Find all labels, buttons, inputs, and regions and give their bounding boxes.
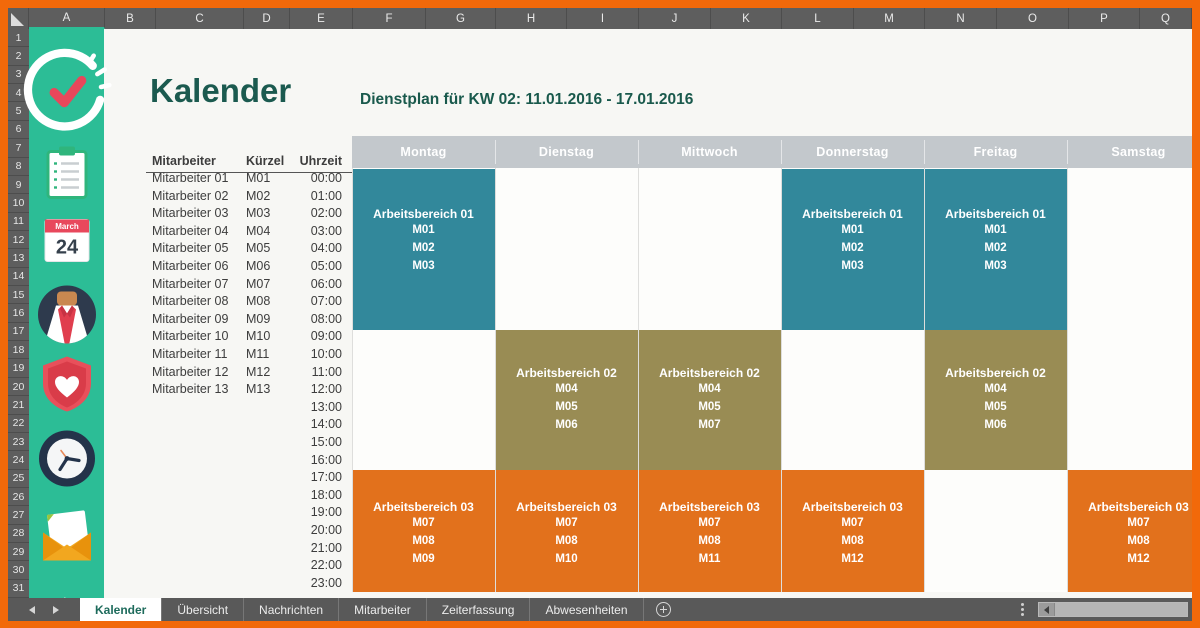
column-header-G[interactable]: G xyxy=(426,8,496,29)
employee-name: Mitarbeiter 01 xyxy=(152,171,229,185)
shift-member: M02 xyxy=(841,242,864,254)
shift-member: M04 xyxy=(984,383,1007,395)
header-mitarbeiter: Mitarbeiter xyxy=(152,154,216,168)
time-label: 15:00 xyxy=(310,435,342,449)
column-header-P[interactable]: P xyxy=(1069,8,1140,29)
sheet-tab-abwesenheiten[interactable]: Abwesenheiten xyxy=(529,598,643,621)
time-label: 01:00 xyxy=(310,188,342,203)
employee-code: M07 xyxy=(246,276,271,291)
tab-overflow-dots-icon[interactable] xyxy=(1021,608,1024,611)
header-separator xyxy=(638,140,639,164)
sidebar-column-a xyxy=(29,29,104,598)
time-label: 17:00 xyxy=(310,470,342,485)
header-separator xyxy=(781,140,782,164)
row-header-10[interactable]: 10 xyxy=(8,194,29,212)
clipboard-icon xyxy=(42,146,92,207)
shift-member: M07 xyxy=(698,517,721,529)
time-label: 22:00 xyxy=(310,558,342,573)
shift-block-samstag[interactable] xyxy=(1068,470,1193,592)
column-header-E[interactable]: E xyxy=(290,8,353,29)
row-header-31[interactable]: 31 xyxy=(8,580,29,598)
row-header-26[interactable]: 26 xyxy=(8,488,29,506)
shift-block-title: Arbeitsbereich 02 xyxy=(945,366,1046,380)
time-label: 09:00 xyxy=(310,329,342,344)
column-header-M[interactable]: M xyxy=(854,8,925,29)
shift-block-dienstag[interactable] xyxy=(496,330,638,470)
table-row[interactable] xyxy=(144,312,354,329)
worksheet xyxy=(8,8,1192,621)
shift-member: M05 xyxy=(984,401,1007,413)
time-label: 00:00 xyxy=(310,171,342,185)
row-header-12[interactable]: 12 xyxy=(8,231,29,249)
row-header-9[interactable]: 9 xyxy=(8,176,29,194)
column-header-L[interactable]: L xyxy=(782,8,854,29)
shift-block-title: Arbeitsbereich 02 xyxy=(516,366,617,380)
time-label: 07:00 xyxy=(310,294,342,309)
employee-table-header xyxy=(144,154,354,171)
employee-name: Mitarbeiter 03 xyxy=(152,206,229,221)
shift-block-title: Arbeitsbereich 03 xyxy=(373,500,474,514)
employee-name: Mitarbeiter 07 xyxy=(152,276,229,291)
column-header-K[interactable]: K xyxy=(711,8,782,29)
time-label: 23:00 xyxy=(310,575,342,590)
shift-block-title: Arbeitsbereich 03 xyxy=(802,500,903,514)
page-title: Kalender xyxy=(150,72,292,109)
employee-name: Mitarbeiter 11 xyxy=(152,347,228,361)
header-separator xyxy=(495,140,496,164)
employee-table xyxy=(144,8,354,608)
sheet-tab-mitarbeiter[interactable]: Mitarbeiter xyxy=(338,598,426,621)
sheet-tab-zeiterfassung[interactable]: Zeiterfassung xyxy=(426,598,530,621)
shift-member: M04 xyxy=(698,383,721,395)
row-header-15[interactable]: 15 xyxy=(8,286,29,304)
shift-member: M08 xyxy=(1127,535,1150,547)
shift-member: M07 xyxy=(841,517,864,529)
employee-name: Mitarbeiter 02 xyxy=(152,188,229,203)
shift-member: M09 xyxy=(412,553,435,565)
row-header-17[interactable]: 17 xyxy=(8,323,29,341)
row-header-8[interactable]: 8 xyxy=(8,158,29,176)
shift-block-montag[interactable] xyxy=(353,169,495,330)
table-row[interactable] xyxy=(144,224,354,241)
table-row[interactable] xyxy=(144,523,354,540)
row-header-19[interactable]: 19 xyxy=(8,359,29,377)
envelope-icon xyxy=(38,509,96,570)
header-uhrzeit: Uhrzeit xyxy=(299,154,342,168)
shift-block-donnerstag[interactable] xyxy=(782,470,924,592)
shift-member: M08 xyxy=(841,535,864,547)
table-row[interactable] xyxy=(144,259,354,276)
time-label: 12:00 xyxy=(310,382,342,397)
table-row[interactable] xyxy=(144,294,354,311)
shift-block-freitag[interactable] xyxy=(925,330,1067,470)
shift-member: M06 xyxy=(555,419,578,431)
row-header-22[interactable]: 22 xyxy=(8,415,29,433)
shift-block-title: Arbeitsbereich 03 xyxy=(516,500,617,514)
header-separator xyxy=(1067,140,1068,164)
shift-block-mittwoch[interactable] xyxy=(639,330,781,470)
shift-member: M02 xyxy=(984,242,1007,254)
time-label: 20:00 xyxy=(310,523,342,537)
table-row[interactable] xyxy=(144,347,354,364)
table-row[interactable] xyxy=(144,541,354,558)
employee-code: M04 xyxy=(246,223,271,238)
day-header-mittwoch: Mittwoch xyxy=(681,145,738,159)
time-label: 21:00 xyxy=(310,540,342,555)
day-header-montag: Montag xyxy=(400,145,447,159)
employee-name: Mitarbeiter 10 xyxy=(152,329,229,344)
shift-member: M07 xyxy=(698,419,721,431)
table-row[interactable] xyxy=(144,453,354,470)
column-header-A[interactable]: A xyxy=(29,8,105,29)
svg-text:March: March xyxy=(54,222,79,231)
shift-block-title: Arbeitsbereich 01 xyxy=(945,207,1046,221)
row-header-29[interactable]: 29 xyxy=(8,543,29,561)
table-row[interactable] xyxy=(144,470,354,487)
shift-member: M03 xyxy=(412,260,435,272)
row-header-27[interactable]: 27 xyxy=(8,506,29,524)
day-header-samstag: Samstag xyxy=(1111,145,1166,159)
table-row[interactable] xyxy=(144,277,354,294)
day-header-freitag: Freitag xyxy=(973,145,1018,159)
shift-member: M07 xyxy=(1127,517,1150,529)
employee-code: M08 xyxy=(246,294,271,309)
employee-avatar-icon xyxy=(36,284,98,351)
employee-name: Mitarbeiter 05 xyxy=(152,241,229,256)
employee-code: M09 xyxy=(246,311,271,326)
shield-heart-icon xyxy=(39,354,95,419)
row-header-14[interactable]: 14 xyxy=(8,268,29,286)
row-header-5[interactable]: 5 xyxy=(8,102,29,120)
table-row[interactable] xyxy=(144,189,354,206)
table-row[interactable] xyxy=(144,382,354,399)
column-header-B[interactable]: B xyxy=(105,8,156,29)
shift-member: M06 xyxy=(984,419,1007,431)
row-header-30[interactable]: 30 xyxy=(8,561,29,579)
row-header-25[interactable]: 25 xyxy=(8,470,29,488)
row-header-20[interactable]: 20 xyxy=(8,378,29,396)
shift-member: M12 xyxy=(841,553,864,565)
shift-block-donnerstag[interactable] xyxy=(782,169,924,330)
table-row[interactable] xyxy=(144,365,354,382)
shift-member: M03 xyxy=(841,260,864,272)
employee-code: M05 xyxy=(246,241,271,256)
shift-block-dienstag[interactable] xyxy=(496,470,638,592)
sheet-tab-nachrichten[interactable]: Nachrichten xyxy=(243,598,338,621)
page-subtitle: Dienstplan für KW 02: 11.01.2016 - 17.01.2016 xyxy=(360,91,694,108)
prev-sheet-arrow-icon[interactable] xyxy=(29,606,35,614)
row-header-16[interactable]: 16 xyxy=(8,304,29,322)
calendar-icon xyxy=(40,216,94,271)
employee-name: Mitarbeiter 12 xyxy=(152,364,229,379)
row-header-21[interactable]: 21 xyxy=(8,396,29,414)
employee-code: M10 xyxy=(246,329,271,344)
shift-member: M04 xyxy=(555,383,578,395)
sheet-nav xyxy=(8,598,80,621)
row-header-28[interactable]: 28 xyxy=(8,525,29,543)
app-logo-timer-icon xyxy=(21,47,113,144)
header-separator xyxy=(924,140,925,164)
time-label: 10:00 xyxy=(310,347,342,361)
shift-member: M02 xyxy=(412,242,435,254)
shift-block-title: Arbeitsbereich 03 xyxy=(1088,500,1189,514)
row-header-23[interactable]: 23 xyxy=(8,433,29,451)
table-row[interactable] xyxy=(144,241,354,258)
shift-member: M08 xyxy=(698,535,721,547)
employee-name: Mitarbeiter 06 xyxy=(152,259,229,273)
employee-code: M02 xyxy=(246,188,271,203)
shift-member: M12 xyxy=(1127,553,1150,565)
time-label: 08:00 xyxy=(310,311,342,326)
shift-member: M11 xyxy=(698,553,721,565)
select-all-corner[interactable] xyxy=(8,8,29,29)
time-label: 19:00 xyxy=(310,505,342,520)
table-row[interactable] xyxy=(144,558,354,575)
row-header-11[interactable]: 11 xyxy=(8,213,29,231)
column-header-O[interactable]: O xyxy=(997,8,1069,29)
time-label: 14:00 xyxy=(310,417,342,432)
sheet-tab-übersicht[interactable]: Übersicht xyxy=(161,598,243,621)
add-sheet-button[interactable] xyxy=(644,598,684,621)
time-label: 16:00 xyxy=(310,452,342,467)
day-header-dienstag: Dienstag xyxy=(538,145,595,159)
shift-block-mittwoch[interactable] xyxy=(639,470,781,592)
column-header-N[interactable]: N xyxy=(925,8,997,29)
shift-member: M01 xyxy=(412,224,435,236)
time-label: 18:00 xyxy=(310,487,342,502)
table-row[interactable] xyxy=(144,505,354,522)
svg-text:24: 24 xyxy=(55,236,78,259)
sheet-tab-bar xyxy=(8,598,1192,621)
row-header-1[interactable]: 1 xyxy=(8,29,29,47)
shift-member: M10 xyxy=(555,553,578,565)
header-kuerzel: Kürzel xyxy=(246,154,285,168)
employee-code: M06 xyxy=(246,259,271,273)
column-header-C[interactable]: C xyxy=(156,8,244,29)
time-label: 06:00 xyxy=(310,276,342,291)
scrollbar-thumb[interactable] xyxy=(1054,603,1187,616)
time-label: 05:00 xyxy=(310,259,342,273)
shift-member: M08 xyxy=(412,535,435,547)
shift-member: M05 xyxy=(555,401,578,413)
horizontal-scrollbar[interactable] xyxy=(1038,602,1188,617)
row-header-18[interactable]: 18 xyxy=(8,341,29,359)
shift-block-title: Arbeitsbereich 01 xyxy=(802,207,903,221)
shift-member: M05 xyxy=(698,401,721,413)
employee-code: M03 xyxy=(246,206,271,221)
column-header-F[interactable]: F xyxy=(353,8,426,29)
time-label: 11:00 xyxy=(311,364,342,379)
table-row[interactable] xyxy=(144,417,354,434)
shift-member: M07 xyxy=(412,517,435,529)
table-row[interactable] xyxy=(144,400,354,417)
table-row[interactable] xyxy=(144,435,354,452)
column-header-D[interactable]: D xyxy=(244,8,290,29)
shift-member: M03 xyxy=(984,260,1007,272)
row-header-4[interactable]: 4 xyxy=(8,84,29,102)
employee-name: Mitarbeiter 08 xyxy=(152,294,229,309)
employee-code: M12 xyxy=(246,364,271,379)
shift-block-freitag[interactable] xyxy=(925,169,1067,330)
shift-block-title: Arbeitsbereich 03 xyxy=(659,500,760,514)
row-header-2[interactable]: 2 xyxy=(8,47,29,65)
column-header-I[interactable]: I xyxy=(567,8,639,29)
time-label: 04:00 xyxy=(310,241,342,256)
shift-member: M01 xyxy=(841,224,864,236)
row-header-3[interactable]: 3 xyxy=(8,66,29,84)
scroll-left-button[interactable] xyxy=(1039,603,1054,616)
time-label: 02:00 xyxy=(310,206,342,221)
employee-name: Mitarbeiter 09 xyxy=(152,311,229,326)
employee-code: M01 xyxy=(246,171,271,185)
shift-member: M07 xyxy=(555,517,578,529)
shift-member: M01 xyxy=(984,224,1007,236)
day-header-donnerstag: Donnerstag xyxy=(816,145,889,159)
row-header-24[interactable]: 24 xyxy=(8,451,29,469)
time-label: 13:00 xyxy=(310,399,342,414)
table-row[interactable] xyxy=(144,329,354,346)
column-header-Q[interactable]: Q xyxy=(1140,8,1192,29)
table-row[interactable] xyxy=(144,576,354,593)
plus-icon xyxy=(656,602,671,617)
shift-member: M08 xyxy=(555,535,578,547)
employee-name: Mitarbeiter 13 xyxy=(152,382,229,397)
row-header-7[interactable]: 7 xyxy=(8,139,29,157)
next-sheet-arrow-icon[interactable] xyxy=(53,606,59,614)
time-label: 03:00 xyxy=(310,223,342,238)
table-row[interactable] xyxy=(144,206,354,223)
table-row[interactable] xyxy=(144,171,354,188)
row-header-13[interactable]: 13 xyxy=(8,249,29,267)
shift-block-title: Arbeitsbereich 01 xyxy=(373,207,474,221)
employee-code: M13 xyxy=(246,382,271,397)
select-all-triangle-icon xyxy=(11,13,24,26)
column-header-J[interactable]: J xyxy=(639,8,711,29)
column-header-H[interactable]: H xyxy=(496,8,567,29)
schedule-grid xyxy=(352,136,1192,592)
employee-code: M11 xyxy=(246,347,270,361)
sheet-tabs xyxy=(80,598,644,621)
row-header-6[interactable]: 6 xyxy=(8,121,29,139)
shift-block-title: Arbeitsbereich 02 xyxy=(659,366,760,380)
clock-icon xyxy=(37,429,97,494)
shift-block-montag[interactable] xyxy=(353,470,495,592)
table-row[interactable] xyxy=(144,488,354,505)
sheet-tab-kalender[interactable]: Kalender xyxy=(80,598,161,621)
employee-name: Mitarbeiter 04 xyxy=(152,223,229,238)
